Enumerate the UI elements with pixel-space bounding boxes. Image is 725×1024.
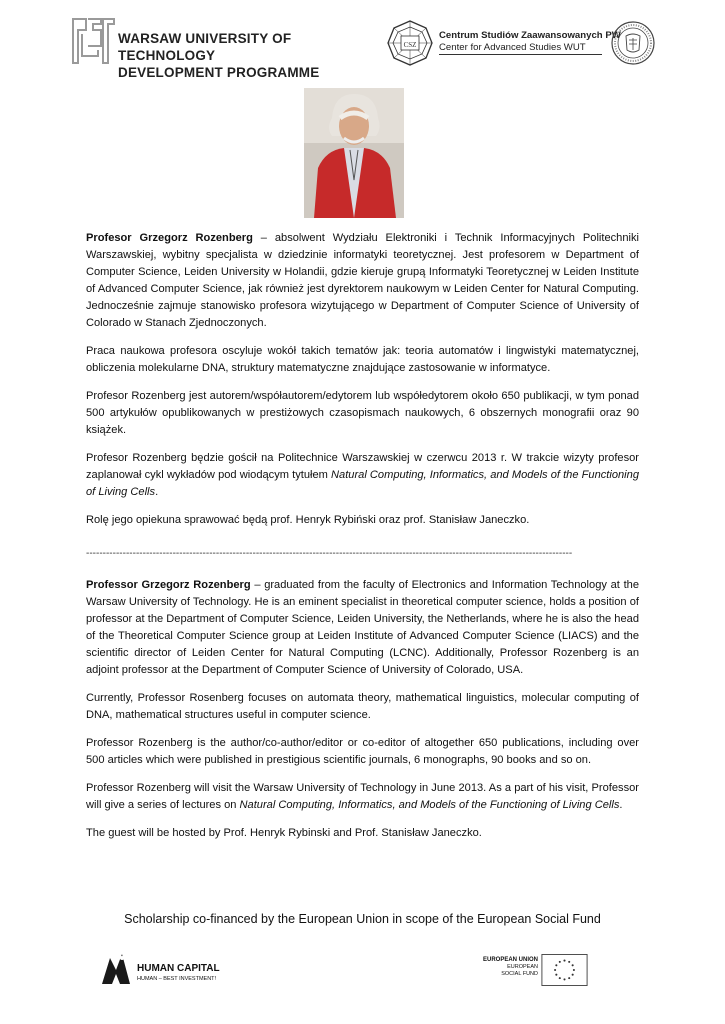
en-paragraph-3: Professor Rozenberg is the author/co-author/editor or co-editor of altogether 650 publications, including over 500 articles which were published in prestigious scientific journals, 6 monographs, 90 books and so on. — [86, 737, 639, 766]
csz-name-pl: Centrum Studiów Zaawansowanych PW — [439, 30, 621, 41]
csz-logo-letters: CSZ — [403, 41, 417, 49]
pl-paragraph-2: Praca naukowa profesora oscyluje wokół takich tematów jak: teoria automatów i lingwistyki matematycznej, obliczenia molekularne DNA, struktury matematyczne znajdujące zastosowanie w informatyce. — [86, 345, 639, 374]
wut-title-line2: DEVELOPMENT PROGRAMME — [118, 65, 320, 80]
pl-paragraph-4 — [86, 450, 639, 501]
csz-name-en: Center for Advanced Studies WUT — [439, 42, 586, 53]
eu-star-icon — [572, 964, 574, 966]
en-name: Professor Grzegorz Rozenberg — [86, 579, 251, 591]
eu-star-icon — [568, 961, 570, 963]
human-capital-text — [137, 963, 220, 985]
pl-p4-end: . — [155, 486, 159, 498]
eu-star-icon — [568, 977, 570, 979]
csz-logo-icon — [386, 19, 434, 67]
eu-star-icon — [563, 960, 565, 962]
university-seal-icon — [610, 20, 656, 66]
eu-star-icon — [554, 969, 556, 971]
eu-line2: EUROPEAN — [507, 964, 538, 970]
hc-line2: HUMAN – BEST INVESTMENT! — [137, 976, 217, 982]
eu-line1: EUROPEAN UNION — [482, 957, 538, 963]
eu-text — [468, 957, 538, 978]
eu-star-icon — [555, 974, 557, 976]
eu-star-icon — [559, 977, 561, 979]
eu-line3: SOCIAL FUND — [501, 971, 538, 977]
en-p4-text: Professor Rozenberg will visit the Warsaw University of Technology in June 2013. As a part of his visit, Professor will give a series of lectures on — [86, 782, 639, 811]
wut-logo-block — [70, 14, 360, 80]
en-p4-end: . — [619, 799, 623, 811]
eu-star-icon — [572, 974, 574, 976]
en-paragraph-1 — [86, 577, 639, 679]
pl-p1-text: – absolwent Wydziału Elektroniki i Technik Informacyjnych Politechniki Warszawskiej, wybitny specjalista w dziedzinie informatyki teoretycznej. Jest profesorem w Department of Computer Science, Leiden University w Holandii, gdzie kieruje grupą Informatyki Teoretycznej w Leiden Institute of Advanced Computer Science, jak również jest dyrektorem naukowym w Leiden Center for Natural Computing. Jednocześnie zajmuje stanowisko profesora wizytującego w Department of Computer Science of University of Colorado w Stanach Zjednoczonych. — [86, 232, 639, 329]
eu-star-icon — [563, 978, 565, 980]
pl-p4-text: Profesor Rozenberg będzie gościł na Politechnice Warszawskiej w czerwcu 2013 r. W trakcie wizyty profesor zaplanował cykl wykładów pod wiodącym tytułem — [86, 452, 639, 481]
pl-name: Profesor Grzegorz Rozenberg — [86, 232, 253, 244]
wut-title — [118, 30, 360, 81]
csz-divider — [439, 54, 602, 55]
separator-line: -------------------------------------------------------------------------------------------------------------------------------------------------- — [86, 548, 573, 559]
english-section — [86, 577, 639, 853]
en-paragraph-4 — [86, 780, 639, 814]
pl-paragraph-3: Profesor Rozenberg jest autorem/współautorem/edytorem lub współedytorem około 650 publikacji, w tym ponad 500 artykułów opublikowanych w prestiżowych czasopismach naukowych, 6 obszernych monografii oraz 90 książek. — [86, 390, 639, 436]
eu-star-icon — [555, 964, 557, 966]
pl-paragraph-1 — [86, 230, 639, 332]
wut-logo-icon — [70, 16, 116, 66]
pl-lecture-title: Natural Computing, Informatics, and Models of the Functioning of Living Cells — [86, 469, 639, 498]
eu-star-icon — [573, 969, 575, 971]
pl-paragraph-5: Rolę jego opiekuna sprawować będą prof. Henryk Rybiński oraz prof. Stanisław Janeczko. — [86, 514, 530, 526]
en-paragraph-2: Currently, Professor Rosenberg focuses on automata theory, mathematical linguistics, molecular computing of DNA, mathematical structures useful in computer science. — [86, 692, 639, 721]
en-lecture-title: Natural Computing, Informatics, and Models of the Functioning of Living Cells — [239, 799, 620, 811]
en-p1-text: – graduated from the faculty of Electronics and Information Technology at the Warsaw University of Technology. He is an eminent specialist in theoretical computer science, holds a position of professor at the Department of Computer Science, Leiden University, the Netherlands, where he is also the head of the Theoretical Computer Science group at Leiden Institute of Advanced Computer Science (LIACS) and the scientific director of Leiden Center for Natural Computing (LCNC). Additionally, Professor Rozenberg is an adjoint professor at the Department of Computer Science of University of Colorado, USA. — [86, 579, 639, 676]
eu-flag-icon — [541, 954, 588, 986]
en-paragraph-5: The guest will be hosted by Prof. Henryk Rybinski and Prof. Stanisław Janeczko. — [86, 827, 482, 839]
human-capital-logo-icon — [98, 950, 134, 988]
csz-name — [439, 30, 621, 53]
funding-note: Scholarship co-financed by the European Union in scope of the European Social Fund — [124, 912, 601, 926]
hc-line1: HUMAN CAPITAL — [137, 963, 220, 974]
eu-star-icon — [559, 961, 561, 963]
portrait-photo — [304, 88, 404, 218]
polish-section — [86, 230, 639, 540]
wut-title-line1: WARSAW UNIVERSITY OF TECHNOLOGY — [118, 31, 292, 63]
